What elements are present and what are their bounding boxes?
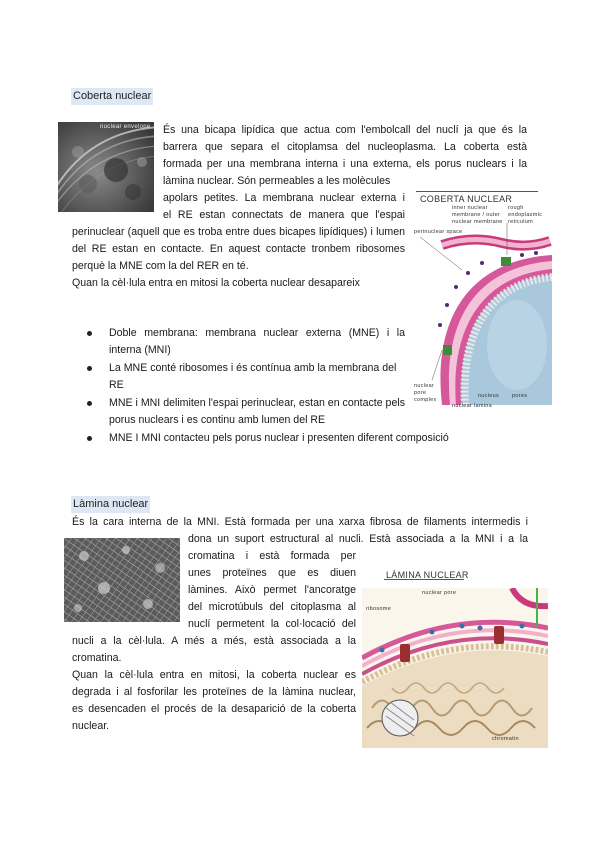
list-item <box>72 325 405 359</box>
lamina-side-line-2: cromatina i està formada per <box>188 550 356 562</box>
micrograph-caption: nuclear envelope <box>100 124 151 130</box>
lamina-full-line-1: nucli a la cèl·lula. A més a més, està associada a la <box>72 635 356 647</box>
label-ribosome: ribosome <box>366 606 392 612</box>
lamina-para2-line-3: es desencaden el procés de la desaparició de la coberta <box>72 703 356 715</box>
list-item <box>72 430 529 447</box>
bullet-dot <box>87 331 92 336</box>
lamina-side-line-5: del microtúbuls del citoplasma al <box>188 601 356 613</box>
label-chromatin: chromatin <box>492 736 519 742</box>
para-line-1: És una bicapa lipídica que actua com l'embolcall del nuclí ja que és la <box>163 124 527 136</box>
bullet-text: MNE i MNI delimiten l'espai perinuclear, estan en contacte pels porus nuclears i es continu amb lumen del RE <box>109 397 405 426</box>
figure-title-rule <box>416 191 538 192</box>
label-pores: pores <box>512 393 528 399</box>
para-line-5: apolars petites. La membrana nuclear externa i <box>163 192 405 204</box>
lamina-line-1: És la cara interna de la MNI. Està formada per una xarxa fibrosa de filaments intermedis i <box>72 516 528 528</box>
label-nuclear-lamina: nuclear lamina <box>452 403 492 409</box>
lamina-side-line-3: unes proteïnes que es diuen <box>188 567 356 579</box>
figure-title: LÀMINA NUCLEAR <box>386 570 469 580</box>
lamina-para2-line-1: Quan la cèl·lula entra en mitosi, la coberta nuclear es <box>72 669 356 681</box>
lamina-side-line-4: làmines. Això permet l'ancoratge <box>188 584 356 596</box>
section-heading-lamina-nuclear: Làmina nuclear <box>71 496 150 513</box>
para-last: Quan la cèl·lula entra en mitosi la coberta nuclear desapareix <box>72 277 360 289</box>
para-rest: perinuclear (aquell que es troba entre dues bicapes lipídiques) i lumen del RE estan en contacte. En aquest contacte tronbem ribosomes perquè la MNE com la del RER en té. <box>72 226 405 272</box>
list-item <box>72 395 405 429</box>
para-line-3: formada per una membrana interna i una externa, els porus nuclears i la <box>163 158 527 170</box>
nuclear-envelope-figure <box>412 185 552 410</box>
label-perinuclear-space: perinuclear space <box>414 229 463 235</box>
bullet-text: La MNE conté ribosomes i és contínua amb la membrana del RE <box>109 362 397 391</box>
lamina-full-line-2: cromatina. <box>72 652 122 664</box>
label-nucleus: nucleus <box>478 393 500 399</box>
label-rough-er: rough endoplasmic reticulum <box>508 205 543 225</box>
lamina-para2-line-4: nuclear. <box>72 720 110 732</box>
figure-title: COBERTA NUCLEAR <box>420 194 513 204</box>
lamina-side-line-6: nuclí permetent la col·locació del <box>188 618 356 630</box>
para-line-6: el RE estan connectats de manera que l'espai <box>163 209 405 221</box>
para-line-2: barrera que separa el citoplamsa del nucleoplasma. La coberta està <box>163 141 527 153</box>
bullet-dot <box>87 401 92 406</box>
bullet-dot <box>87 436 92 441</box>
list-item <box>72 360 405 394</box>
nuclear-lamina-figure <box>362 568 548 748</box>
nuclear-lamina-micrograph <box>64 538 180 622</box>
section-heading-coberta-nuclear: Coberta nuclear <box>71 88 153 105</box>
lamina-side-line-1: dona un suport estructural al nucli. Està associada a la MNI i a la <box>188 533 528 545</box>
para-line-4: làmina nuclear. Són permeables a les molècules <box>163 175 391 187</box>
bullet-text: Doble membrana: membrana nuclear externa (MNE) i la interna (MNI) <box>109 327 405 356</box>
lamina-para2-line-2: degrada i al fosforilar les proteïnes de la làmina nuclear, <box>72 686 356 698</box>
label-nuclear-pore-complex: nuclear pore complex <box>414 383 437 403</box>
label-nuclear-pore: nuclear pore <box>422 590 457 596</box>
bullet-dot <box>87 366 92 371</box>
label-inner-outer-membrane: inner nuclear membrane / outer nuclear membrane <box>452 205 503 225</box>
bullet-text: MNE I MNI contacteu pels porus nuclear i presenten diferent composició <box>109 432 449 444</box>
nuclear-envelope-micrograph <box>58 122 154 212</box>
